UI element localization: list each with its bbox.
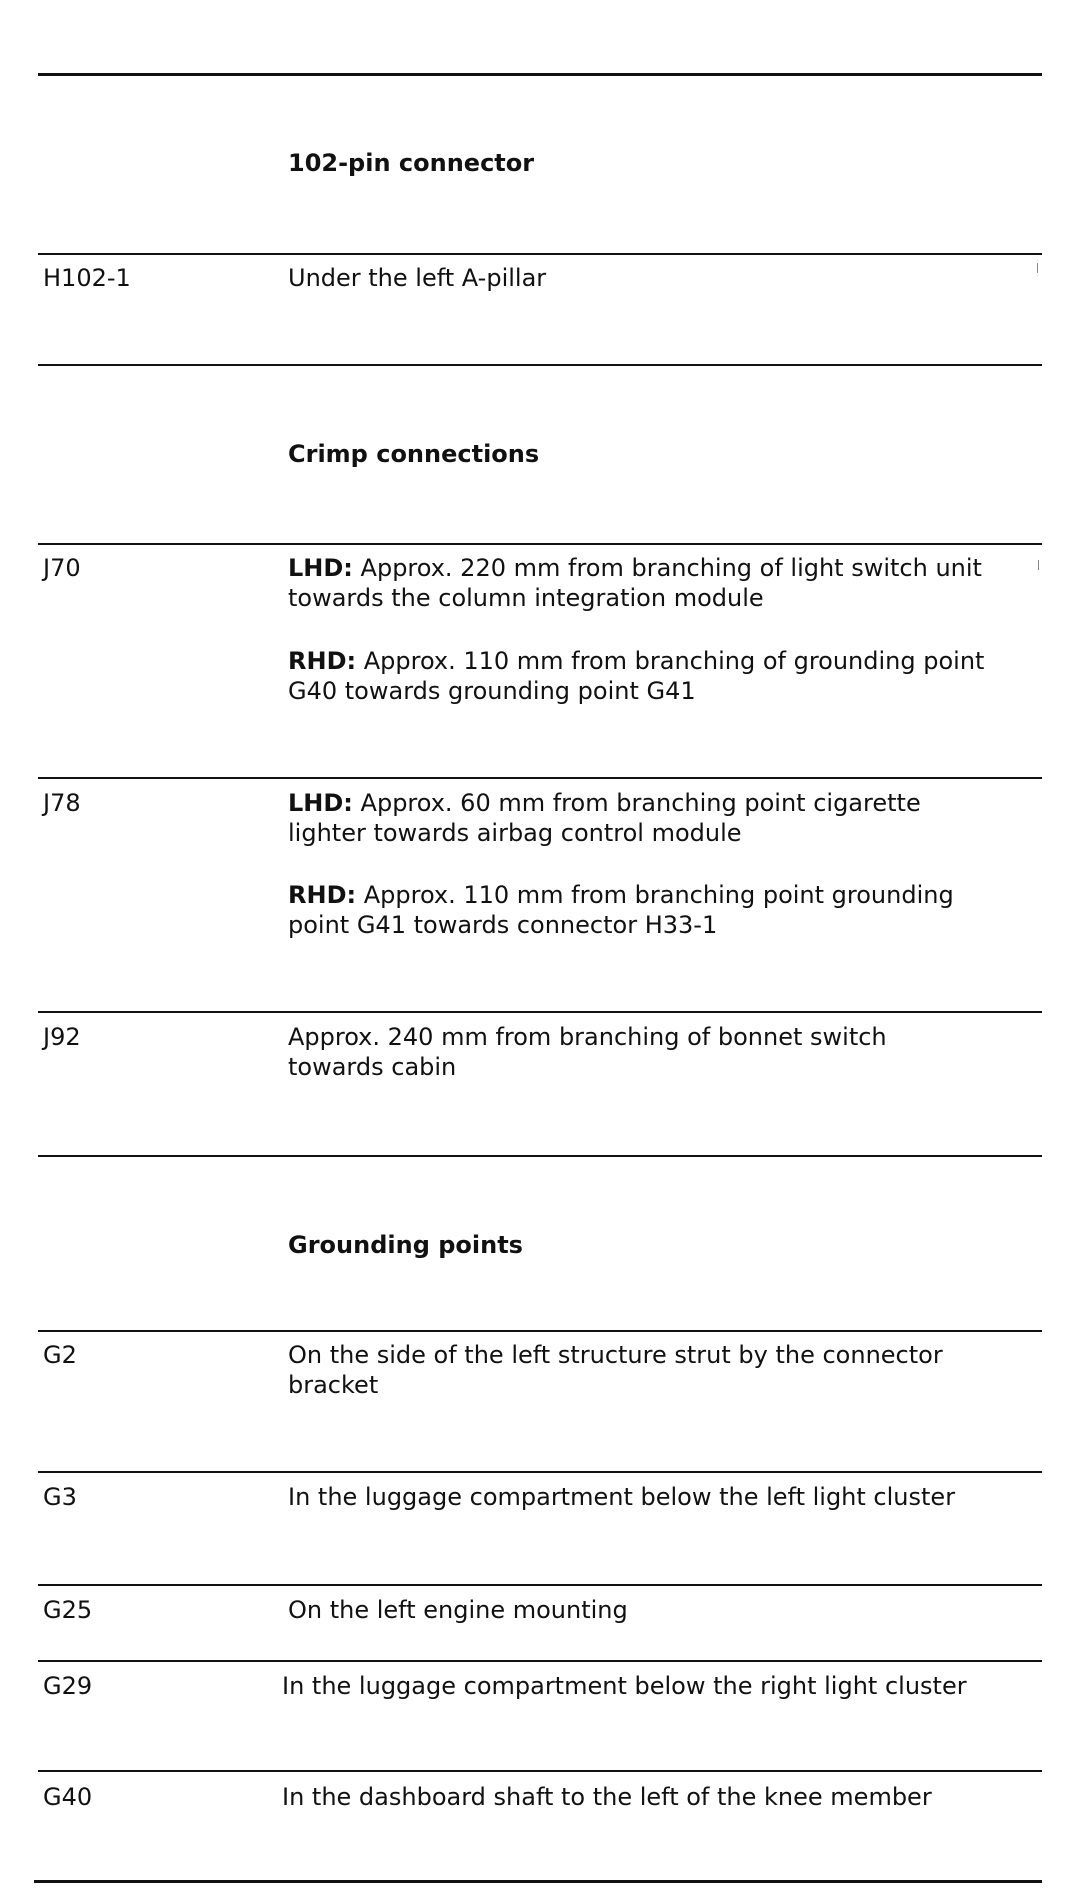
- lhd-label: LHD:: [288, 789, 353, 817]
- row-description: Under the left A-pillar: [288, 264, 547, 292]
- row-description-rhd-cont: G40 towards grounding point G41: [288, 677, 696, 705]
- row-description-rhd: [288, 646, 984, 677]
- row-divider: [38, 253, 1042, 255]
- scan-tick: [1037, 263, 1038, 273]
- row-divider: [38, 1584, 1042, 1586]
- rhd-label: RHD:: [288, 881, 357, 909]
- lhd-text: Approx. 220 mm from branching of light switch unit: [352, 554, 982, 582]
- row-description: Approx. 240 mm from branching of bonnet switch: [288, 1023, 887, 1051]
- top-rule: [38, 73, 1042, 76]
- row-description: In the dashboard shaft to the left of the knee member: [282, 1783, 932, 1811]
- row-divider: [38, 777, 1042, 779]
- row-description-rhd: [288, 880, 954, 911]
- row-description: In the luggage compartment below the right light cluster: [282, 1672, 967, 1700]
- row-code: G29: [43, 1672, 93, 1700]
- rhd-text: Approx. 110 mm from branching of grounding point: [356, 647, 985, 675]
- scan-tick: [1038, 560, 1039, 570]
- row-description: On the side of the left structure strut by the connector: [288, 1341, 943, 1369]
- row-divider: [38, 1770, 1042, 1772]
- row-code: J92: [43, 1023, 81, 1051]
- section-heading-crimp: Crimp connections: [288, 440, 540, 468]
- row-code: G40: [43, 1783, 93, 1811]
- lhd-text: Approx. 60 mm from branching point cigarette: [352, 789, 921, 817]
- row-divider: [38, 1330, 1042, 1332]
- row-divider: [38, 1471, 1042, 1473]
- rhd-label: RHD:: [288, 647, 357, 675]
- row-divider: [38, 1660, 1042, 1662]
- rhd-text: Approx. 110 mm from branching point grounding: [356, 881, 954, 909]
- lhd-label: LHD:: [288, 554, 353, 582]
- row-description-lhd: [288, 788, 921, 819]
- row-divider: [38, 1011, 1042, 1013]
- row-code: G3: [43, 1483, 77, 1511]
- section-divider: [38, 1155, 1042, 1157]
- row-code: J78: [43, 789, 81, 817]
- row-description: On the left engine mounting: [288, 1596, 628, 1624]
- section-heading-connector: 102-pin connector: [288, 149, 535, 177]
- row-description: In the luggage compartment below the left light cluster: [288, 1483, 956, 1511]
- row-description-lhd-cont: lighter towards airbag control module: [288, 819, 742, 847]
- bottom-rule: [34, 1880, 1042, 1883]
- row-description-lhd: [288, 553, 982, 584]
- section-divider: [38, 364, 1042, 366]
- row-code: H102-1: [43, 264, 131, 292]
- row-code: J70: [43, 554, 81, 582]
- row-description-cont: towards cabin: [288, 1053, 457, 1081]
- row-description-lhd-cont: towards the column integration module: [288, 584, 764, 612]
- row-description-cont: bracket: [288, 1371, 379, 1399]
- row-code: G25: [43, 1596, 93, 1624]
- row-code: G2: [43, 1341, 77, 1369]
- row-description-rhd-cont: point G41 towards connector H33-1: [288, 911, 718, 939]
- row-divider: [38, 543, 1042, 545]
- section-heading-grounding: Grounding points: [288, 1231, 523, 1259]
